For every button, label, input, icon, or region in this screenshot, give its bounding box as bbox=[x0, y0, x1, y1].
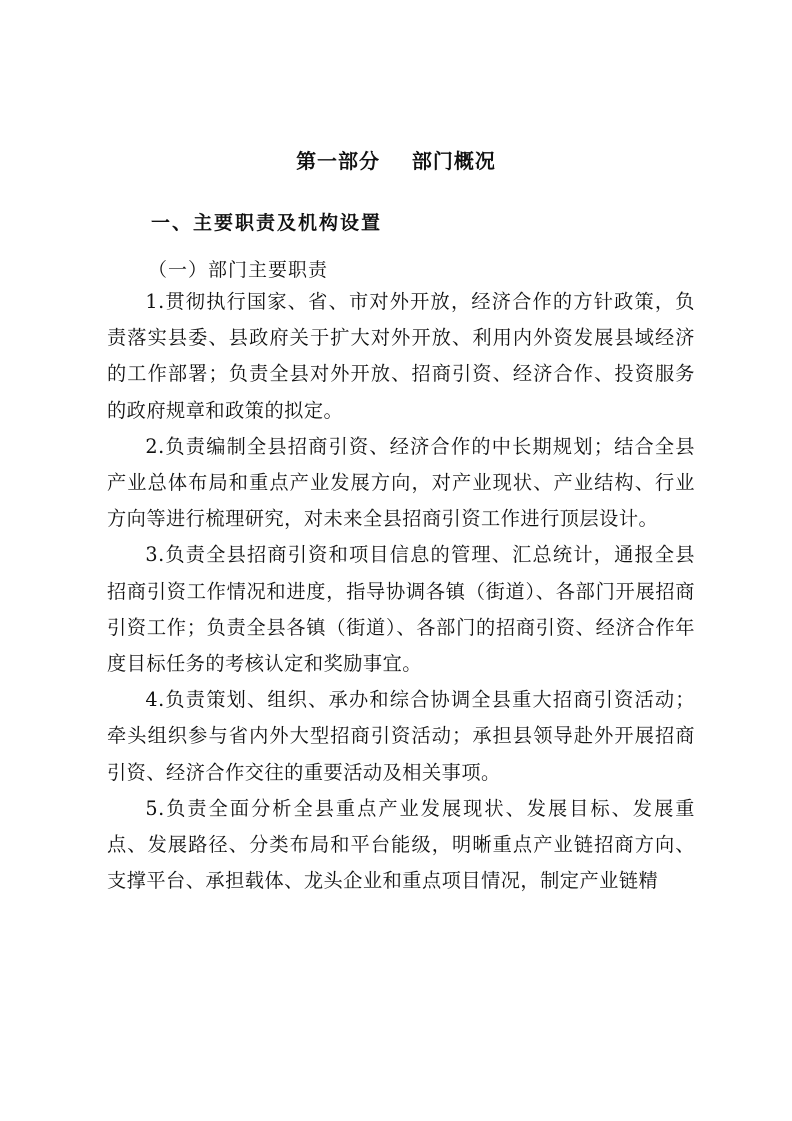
page-title: 第一部分 部门概况 bbox=[296, 149, 496, 173]
section-heading: 一、主要职责及机构设置 bbox=[151, 212, 383, 234]
sub-heading: （一）部门主要职责 bbox=[148, 259, 329, 281]
paragraph-4: 4.负责策划、组织、承办和综合协调全县重大招商引资活动；牵头组织参与省内外大型招商引资活动；承担县领导赴外开展招商引资、经济合作交往的重要活动及相关事项。 bbox=[107, 688, 695, 784]
paragraph-2: 2.负责编制全县招商引资、经济合作的中长期规划；结合全县产业总体布局和重点产业发展方向，对产业现状、产业结构、行业方向等进行梳理研究，对未来全县招商引资工作进行顶层设计。 bbox=[107, 434, 695, 531]
paragraph-1: 1.贯彻执行国家、省、市对外开放，经济合作的方针政策，负责落实县委、县政府关于扩大对外开放、利用内外资发展县域经济的工作部署；负责全县对外开放、招商引资、经济合作、投资服务的政府规章和政策的拟定。 bbox=[107, 290, 695, 422]
body-text bbox=[107, 284, 695, 899]
paragraph-5: 5.负责全面分析全县重点产业发展现状、发展目标、发展重点、发展路径、分类布局和平台能级，明晰重点产业链招商方向、支撑平台、承担载体、龙头企业和重点项目情况，制定产业链精 bbox=[107, 796, 695, 893]
paragraph-3: 3.负责全县招商引资和项目信息的管理、汇总统计，通报全县招商引资工作情况和进度，指导协调各镇（街道）、各部门开展招商引资工作；负责全县各镇（街道）、各部门的招商引资、经济合作年度目标任务的考核认定和奖励事宜。 bbox=[107, 543, 695, 676]
